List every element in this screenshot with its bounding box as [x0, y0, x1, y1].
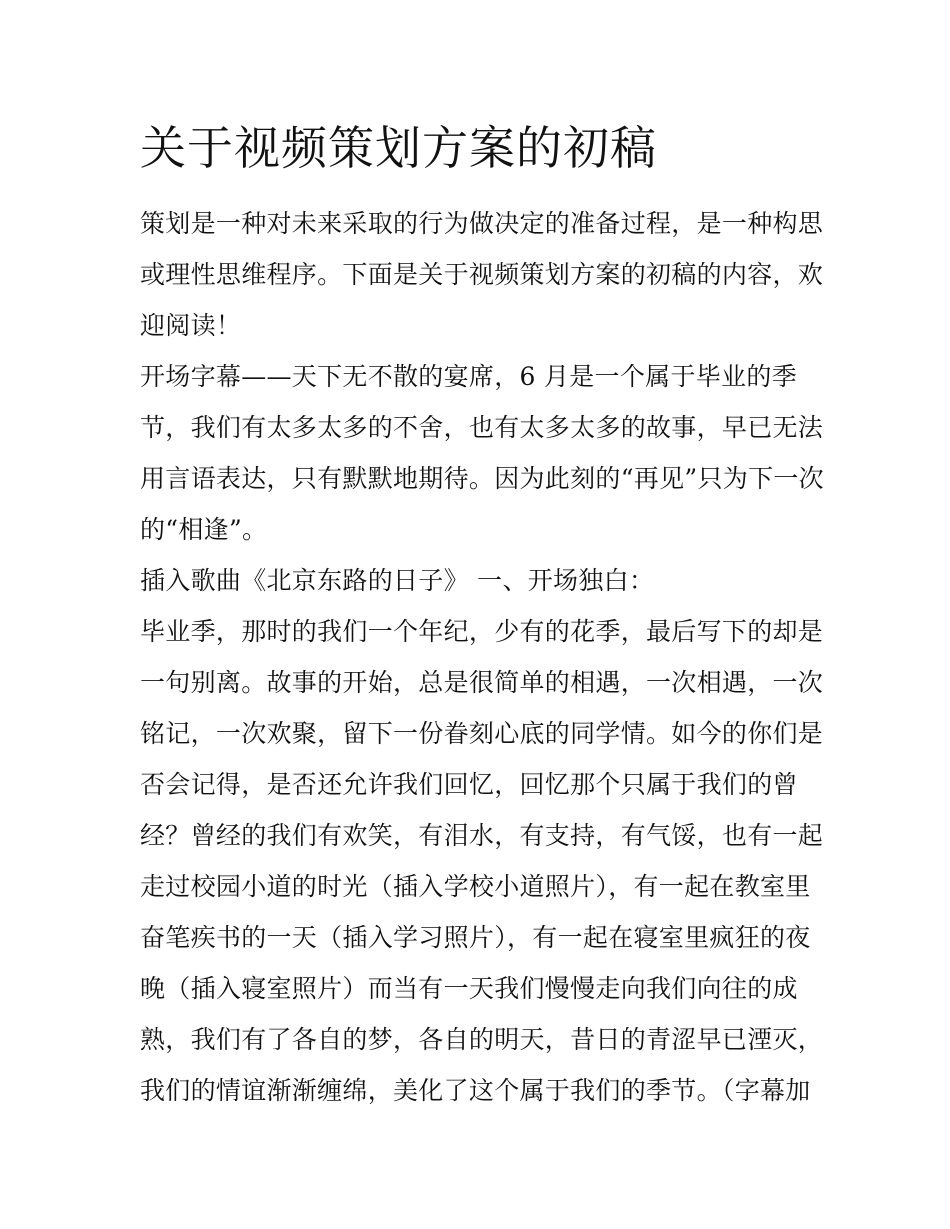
body-line: 策划是一种对未来采取的行为做决定的准备过程，是一种构思 [140, 209, 824, 238]
body-line: 迎阅读！ [140, 311, 242, 340]
body-line: 熟，我们有了各自的梦，各自的明天，昔日的青涩早已湮灭， [140, 1025, 824, 1054]
body-line: 用言语表达，只有默默地期待。因为此刻的“再见”只为下一次 [140, 464, 824, 493]
body-line: 的“相逢”。 [140, 515, 268, 544]
body-line: 节，我们有太多太多的不舍，也有太多太多的故事，早已无法 [140, 413, 824, 442]
body-line: 或理性思维程序。下面是关于视频策划方案的初稿的内容，欢 [140, 260, 824, 289]
body-line: 走过校园小道的时光（插入学校小道照片），有一起在教室里 [140, 872, 811, 901]
body-line: 奋笔疾书的一天（插入学习照片），有一起在寝室里疯狂的夜 [140, 923, 811, 952]
body-line: 开场字幕——天下无不散的宴席，6 月是一个属于毕业的季 [140, 362, 797, 391]
body-line: 铭记，一次欢聚，留下一份眷刻心底的同学情。如今的你们是 [140, 719, 824, 748]
body-line: 一句别离。故事的开始，总是很简单的相遇，一次相遇，一次 [140, 668, 824, 697]
body-line: 我们的情谊渐渐缠绵，美化了这个属于我们的季节。（字幕加 [140, 1076, 811, 1105]
body-line: 毕业季，那时的我们一个年纪，少有的花季，最后写下的却是 [140, 617, 824, 646]
body-line: 否会记得，是否还允许我们回忆，回忆那个只属于我们的曾 [140, 770, 798, 799]
document-title: 关于视频策划方案的初稿 [140, 121, 657, 175]
body-line: 经？曾经的我们有欢笑，有泪水，有支持，有气馁，也有一起 [140, 821, 824, 850]
body-line: 晚（插入寝室照片）而当有一天我们慢慢走向我们向往的成 [140, 974, 798, 1003]
body-line: 插入歌曲《北京东路的日子》 一、开场独白： [140, 566, 655, 595]
document-body [140, 198, 824, 1116]
